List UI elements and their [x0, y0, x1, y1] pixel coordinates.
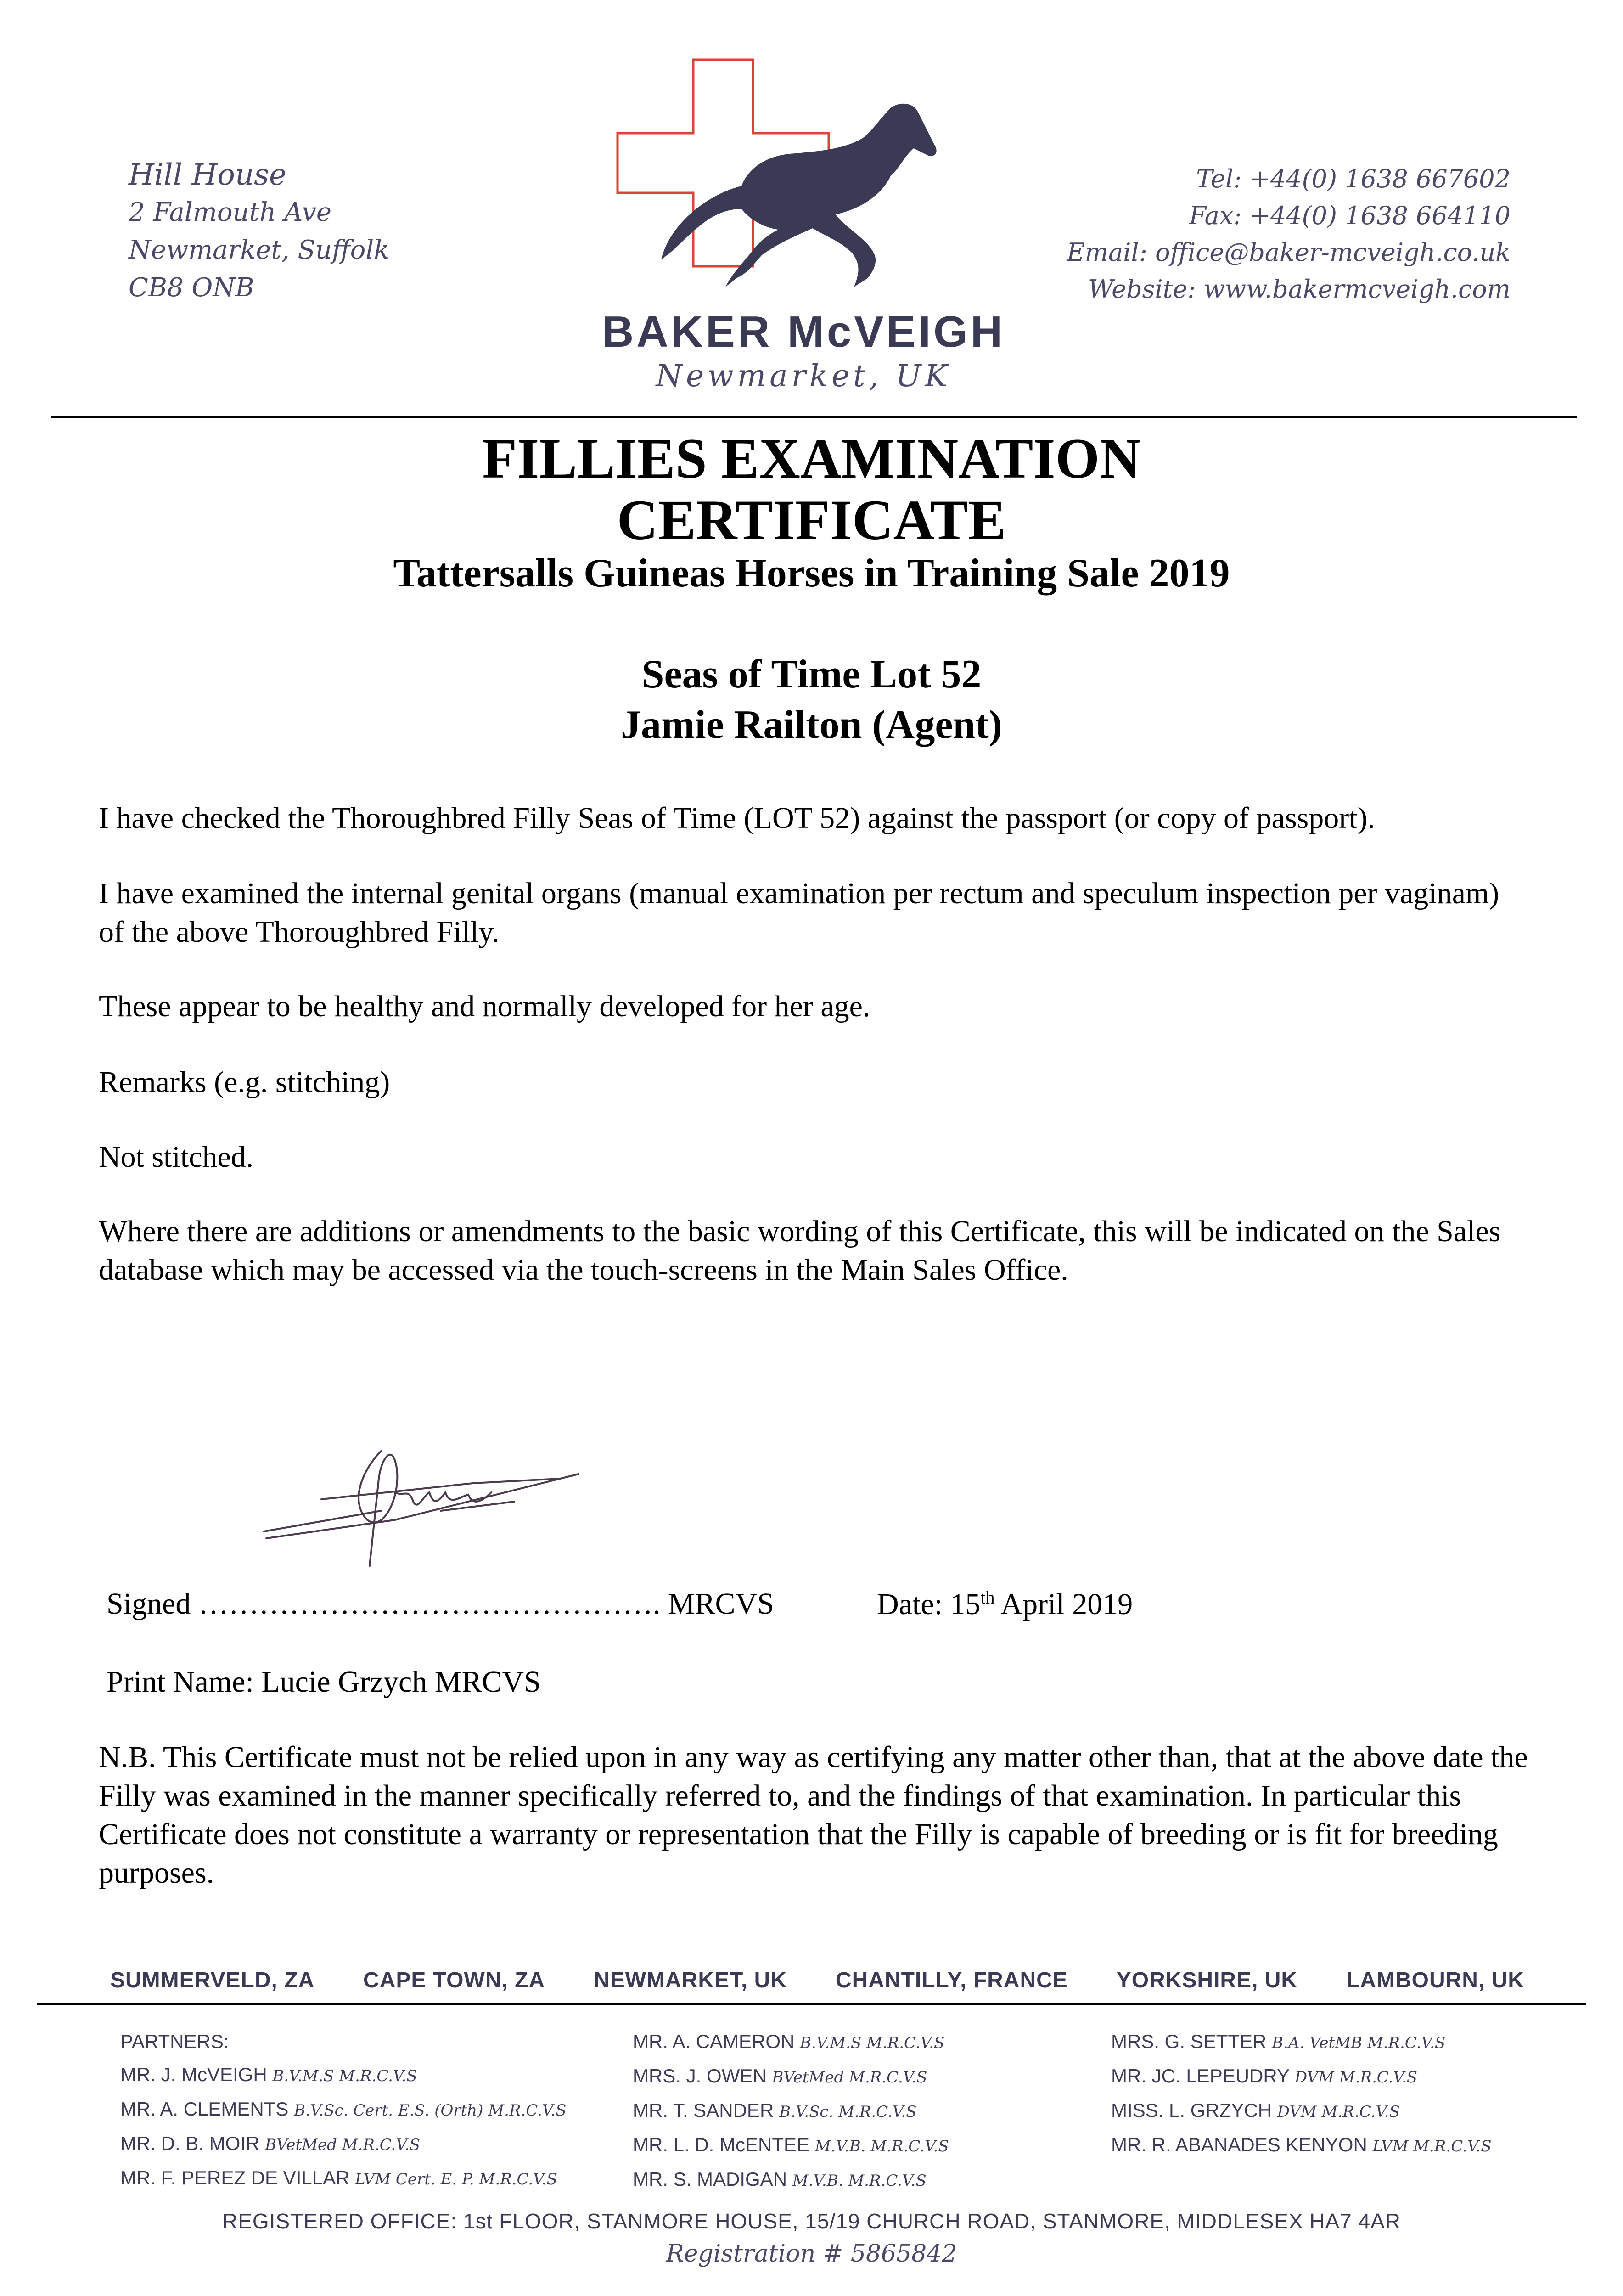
- footer-divider: [37, 2003, 1586, 2005]
- partners-column-2: [633, 2025, 949, 2197]
- partner: MR. T. SANDER B.V.Sc. M.R.C.V.S: [633, 2099, 917, 2121]
- registered-office: REGISTERED OFFICE: 1st FLOOR, STANMORE HOUSE, 15/19 CHURCH ROAD, STANMORE, MIDDLESEX HA7 4AR: [222, 2209, 1401, 2233]
- date-day: Date: 15: [877, 1587, 981, 1621]
- handwritten-signature: [257, 1433, 634, 1584]
- address-line: CB8 ONB: [129, 273, 254, 303]
- partner: MISS. L. GRZYCH DVM M.R.C.V.S: [1111, 2099, 1400, 2121]
- remarks-value: Not stitched.: [99, 1140, 254, 1174]
- contact-email: Email: office@baker-mcveigh.co.uk: [1067, 238, 1511, 267]
- sale-subtitle: Tattersalls Guineas Horses in Training Sale 2019: [393, 551, 1230, 596]
- print-name: Print Name: Lucie Grzych MRCVS: [107, 1665, 541, 1699]
- partners-column-1: [120, 2025, 567, 2196]
- contact-phone: Tel: +44(0) 1638 667602: [1196, 164, 1511, 193]
- location-cape-town: CAPE TOWN, ZA: [363, 1968, 545, 1992]
- partners-label: PARTNERS:: [120, 2031, 229, 2052]
- partner: MR. JC. LEPEUDRY DVM M.R.C.V.S: [1111, 2065, 1418, 2087]
- paragraph-amendments: Where there are additions or amendments to the basic wording of this Certificate, this will be indicated on the Sales database which may be accessed via the touch-screens in the Main Sales Office.: [99, 1215, 1501, 1287]
- partner: MR. L. D. McENTEE M.V.B. M.R.C.V.S: [633, 2134, 949, 2155]
- header-divider: [51, 416, 1577, 418]
- partner: MR. D. B. MOIR BVetMed M.R.C.V.S: [120, 2133, 421, 2154]
- location-newmarket: NEWMARKET, UK: [594, 1968, 787, 1992]
- contact-fax: Fax: +44(0) 1638 664110: [1189, 201, 1511, 230]
- brand-location: Newmarket, UK: [656, 358, 951, 394]
- location-chantilly: CHANTILLY, FRANCE: [835, 1968, 1068, 1992]
- partner: MRS. G. SETTER B.A. VetMB M.R.C.V.S: [1111, 2031, 1446, 2052]
- partner: MR. A. CLEMENTS B.V.Sc. Cert. E.S. (Orth) M.R.C.V.S: [120, 2098, 567, 2120]
- letterhead-contact: [1067, 161, 1511, 308]
- partner: MRS. J. OWEN BVetMed M.R.C.V.S: [633, 2065, 927, 2087]
- paragraph-passport-check: I have checked the Thoroughbred Filly Seas of Time (LOT 52) against the passport (or copy of passport).: [99, 801, 1375, 835]
- partner: MR. S. MADIGAN M.V.B. M.R.C.V.S: [633, 2168, 927, 2190]
- partner: MR. J. McVEIGH B.V.M.S M.R.C.V.S: [120, 2064, 417, 2085]
- remarks-label: Remarks (e.g. stitching): [99, 1065, 390, 1099]
- certificate-title-line1: FILLIES EXAMINATION: [482, 427, 1141, 490]
- address-line: 2 Falmouth Ave: [129, 197, 331, 227]
- letterhead-address: [129, 156, 389, 307]
- location-yorkshire: YORKSHIRE, UK: [1116, 1968, 1298, 1992]
- paragraph-examination: I have examined the internal genital organs (manual examination per rectum and speculum inspection per vaginam) of the above Thoroughbred Filly.: [99, 877, 1499, 949]
- office-locations: [110, 1968, 1524, 1993]
- signature-date: [877, 1587, 1133, 1622]
- location-summerveld: SUMMERVELD, ZA: [110, 1968, 315, 1992]
- contact-website: Website: www.bakermcveigh.com: [1088, 275, 1511, 304]
- registration-number: Registration # 5865842: [666, 2240, 957, 2268]
- signed-line: Signed ………………………………………. MRCVS: [107, 1587, 774, 1621]
- date-month-year: April 2019: [994, 1587, 1133, 1621]
- brand-name: BAKER McVEIGH: [601, 307, 1005, 356]
- address-line: Hill House: [129, 158, 286, 192]
- paragraph-findings: These appear to be healthy and normally developed for her age.: [99, 990, 870, 1023]
- partner: MR. A. CAMERON B.V.M.S M.R.C.V.S: [633, 2031, 945, 2052]
- partners-column-3: [1111, 2025, 1492, 2163]
- date-ordinal: th: [980, 1587, 995, 1608]
- agent-name: Jamie Railton (Agent): [621, 703, 1002, 747]
- galloping-horse-icon: [661, 104, 937, 287]
- partner: MR. R. ABANADES KENYON LVM M.R.C.V.S: [1111, 2134, 1492, 2155]
- nb-disclaimer: N.B. This Certificate must not be relied upon in any way as certifying any matter other than, that at the above date the Filly was examined in the manner specifically referred to, and the findings of that examination. In particular this Certificate does not constitute a warranty or representation that the Filly is capable of breeding or is fit for breeding purposes.: [99, 1740, 1528, 1890]
- horse-lot: Seas of Time Lot 52: [641, 652, 982, 697]
- address-line: Newmarket, Suffolk: [129, 235, 390, 265]
- certificate-title-line2: CERTIFICATE: [617, 489, 1006, 551]
- partner: MR. F. PEREZ DE VILLAR LVM Cert. E. P. M.R.C.V.S: [120, 2167, 557, 2189]
- location-lambourn: LAMBOURN, UK: [1346, 1968, 1524, 1992]
